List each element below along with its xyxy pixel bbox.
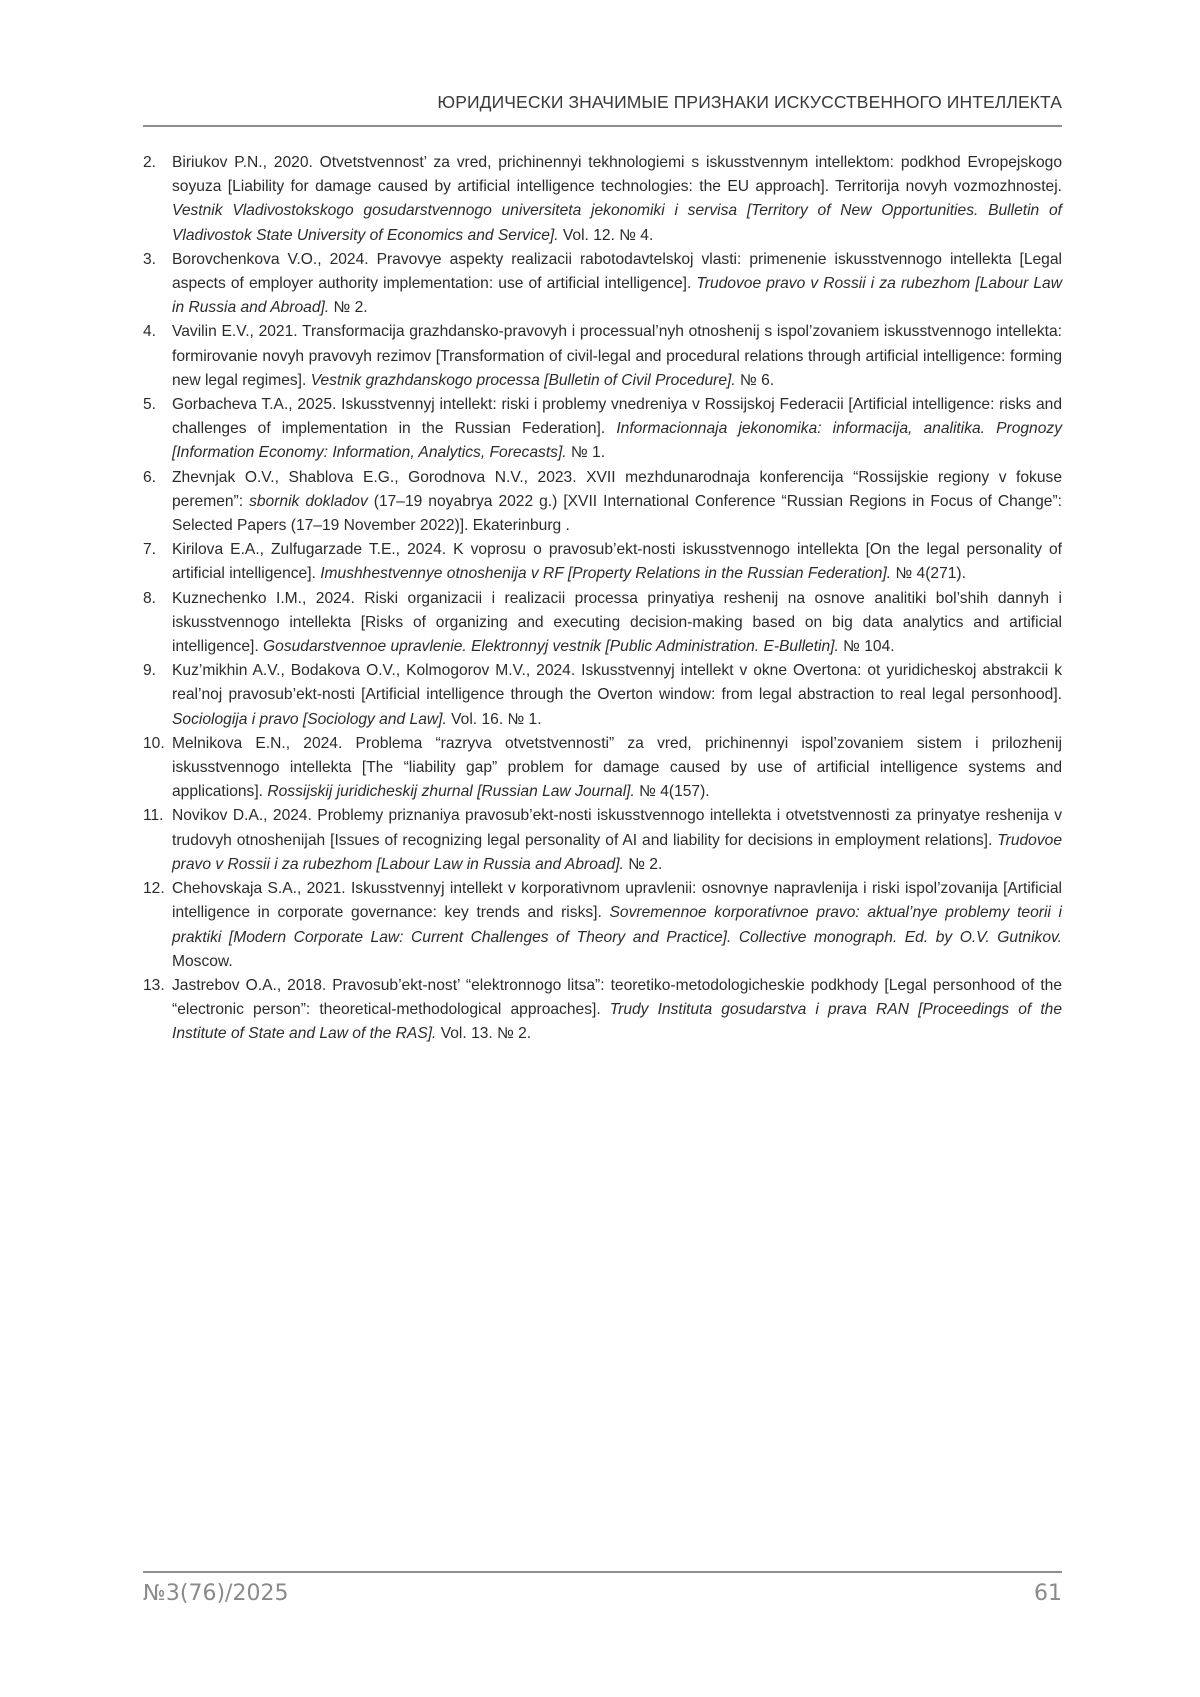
reference-source: Rossijskij juridicheskij zhurnal [Russian Law Journal]. [267, 783, 634, 800]
reference-source: Trudovoe pravo v Rossii i za rubezhom [Labour Law in Russia and Abroad]. [172, 275, 1062, 316]
reference-tail: № 2. [624, 856, 662, 873]
reference-item [143, 804, 1062, 877]
reference-item [143, 659, 1062, 732]
reference-number: 7. [143, 538, 156, 562]
reference-text: Chehovskaja S.A., 2021. Iskusstvennyj intellekt v korporativnom upravlenii: osnovnye napravlenija i riski ispol’zovanija [Artificial intelligence in corporate governance: key trends and risks]. [172, 880, 1062, 921]
reference-item [143, 974, 1062, 1047]
reference-number: 13. [143, 974, 165, 998]
reference-tail: Vol. 16. № 1. [447, 711, 542, 728]
reference-tail: Moscow. [172, 953, 233, 970]
reference-tail: № 2. [329, 299, 367, 316]
reference-source: sbornik dokladov [249, 493, 368, 510]
reference-source: Gosudarstvennoe upravlenie. Elektronnyj vestnik [Public Administration. E-Bulletin]. [263, 638, 839, 655]
reference-number: 12. [143, 877, 165, 901]
reference-number: 9. [143, 659, 156, 683]
reference-number: 3. [143, 248, 156, 272]
reference-source: Imushhestvennye otnoshenija v RF [Property Relations in the Russian Federation]. [320, 565, 891, 582]
reference-item [143, 248, 1062, 321]
reference-text: Melnikova E.N., 2024. Problema “razryva otvetstvennosti” za vred, prichinennyi ispol’zovaniem sistem i prilozhenij iskusstvennogo intellekta [The “liability gap” problem for damage caused by use of artificial intelligence systems and applications]. [172, 735, 1062, 800]
running-title: ЮРИДИЧЕСКИ ЗНАЧИМЫЕ ПРИЗНАКИ ИСКУССТВЕННОГО ИНТЕЛЛЕКТА [143, 92, 1062, 113]
reference-text: Kirilova E.A., Zulfugarzade T.E., 2024. K voprosu o pravosub’ekt-nosti iskusstvennogo intellekta [On the legal personality of artificial intelligence]. [172, 541, 1062, 582]
reference-list [143, 151, 1062, 1047]
header-divider [143, 125, 1062, 127]
reference-tail: № 104. [839, 638, 895, 655]
reference-tail: Vol. 13. № 2. [436, 1025, 531, 1042]
reference-text: Zhevnjak O.V., Shablova E.G., Gorodnova N.V., 2023. XVII mezhdunarodnaja konferencija “Rossijskie regiony v fokuse peremen”: [172, 469, 1062, 510]
reference-source: Vestnik Vladivostokskogo gosudarstvennogo universiteta jekonomiki i servisa [Territory of New Opportunities. Bulletin of Vladivostok State University of Economics and Service]. [172, 202, 1062, 243]
reference-item [143, 732, 1062, 805]
reference-item [143, 587, 1062, 660]
reference-source: Trudy Instituta gosudarstva i prava RAN [Proceedings of the Institute of State and Law of the RAS]. [172, 1001, 1062, 1042]
reference-tail: № 4(271). [891, 565, 966, 582]
reference-number: 11. [143, 804, 164, 828]
reference-text: Biriukov P.N., 2020. Otvetstvennost’ za vred, prichinennyi tekhnologiemi s iskusstvennym intellektom: podkhod Evropejskogo soyuza [Liability for damage caused by artificial intelligence technologies: the EU approach]. Territorija novyh vozmozhnostej. [172, 154, 1062, 195]
reference-tail: Vol. 12. № 4. [559, 227, 654, 244]
reference-source: Sociologija i pravo [Sociology and Law]. [172, 711, 447, 728]
reference-source: Sovremennoe korporativnoe pravo: aktual’nye problemy teorii i praktiki [Modern Corporate Law: Current Challenges of Theory and Practice]. Collective monograph. Ed. by O.V. Gutnikov. [172, 904, 1062, 945]
issue-number: №3(76)/2025 [143, 1581, 288, 1606]
reference-text: Kuz’mikhin A.V., Bodakova O.V., Kolmogorov M.V., 2024. Iskusstvennyj intellekt v okne Overtona: ot yuridicheskoj abstrakcii k real’noj pravosub’ekt-nosti [Artificial intelligence through the Overton window: from legal abstraction to real legal personhood]. [172, 662, 1062, 703]
reference-number: 2. [143, 151, 156, 175]
reference-text: Vavilin E.V., 2021. Transformacija grazhdansko-pravovyh i processual’nyh otnoshenij s ispol’zovaniem iskusstvennogo intellekta: formirovanie novyh pravovyh rezimov [Transformation of civil-legal and procedural relations through artificial intelligence: forming new legal regimes]. [172, 323, 1062, 388]
reference-tail: (17–19 noyabrya 2022 g.) [XVII International Conference “Russian Regions in Focus of Change”: Selected Papers (17–19 November 2022)]. Ekaterinburg . [172, 493, 1062, 534]
reference-source: Vestnik grazhdanskogo processa [Bulletin of Civil Procedure]. [311, 372, 736, 389]
reference-item [143, 151, 1062, 248]
reference-text: Jastrebov O.A., 2018. Pravosub’ekt-nost’ “elektronnogo litsa”: teoretiko-metodologicheskie podkhody [Legal personhood of the “electronic person”: theoretical-methodological approaches]. [172, 977, 1062, 1018]
reference-tail: № 4(157). [635, 783, 710, 800]
reference-number: 8. [143, 587, 156, 611]
reference-source: Informacionnaja jekonomika: informacija, analitika. Prognozy [Information Economy: Information, Analytics, Forecasts]. [172, 420, 1062, 461]
reference-tail: № 6. [736, 372, 774, 389]
reference-tail: № 1. [567, 444, 605, 461]
reference-number: 6. [143, 466, 156, 490]
page-number: 61 [1034, 1581, 1062, 1606]
reference-item [143, 320, 1062, 393]
reference-item [143, 877, 1062, 974]
reference-item [143, 538, 1062, 586]
footer-divider [143, 1571, 1062, 1573]
reference-text: Borovchenkova V.O., 2024. Pravovye aspekty realizacii rabotodavtelskoj vlasti: primenenie iskusstvennogo intellekta [Legal aspects of employer authority implementation: use of artificial intelligence]. [172, 251, 1062, 292]
reference-item [143, 393, 1062, 466]
reference-source: Trudovoe pravo v Rossii i za rubezhom [Labour Law in Russia and Abroad]. [172, 832, 1062, 873]
reference-item [143, 466, 1062, 539]
reference-text: Novikov D.A., 2024. Problemy priznaniya pravosub’ekt-nosti iskusstvennogo intellekta i otvetstvennosti za prinyatye reshenija v trudovyh otnoshenijah [Issues of recognizing legal personality of AI and liability for decisions in employment relations]. [172, 807, 1062, 848]
reference-number: 4. [143, 320, 156, 344]
reference-text: Gorbacheva T.A., 2025. Iskusstvennyj intellekt: riski i problemy vnedreniya v Rossijskoj Federacii [Artificial intelligence: risks and challenges of implementation in the Russian Federation]. [172, 396, 1062, 437]
reference-number: 5. [143, 393, 156, 417]
reference-text: Kuznechenko I.M., 2024. Riski organizacii i realizacii processa prinyatiya reshenij na osnove analitiki bol’shih dannyh i iskusstvennogo intellekta [Risks of organizing and executing decision-making based on big data analytics and artificial intelligence]. [172, 590, 1062, 655]
reference-number: 10. [143, 732, 165, 756]
